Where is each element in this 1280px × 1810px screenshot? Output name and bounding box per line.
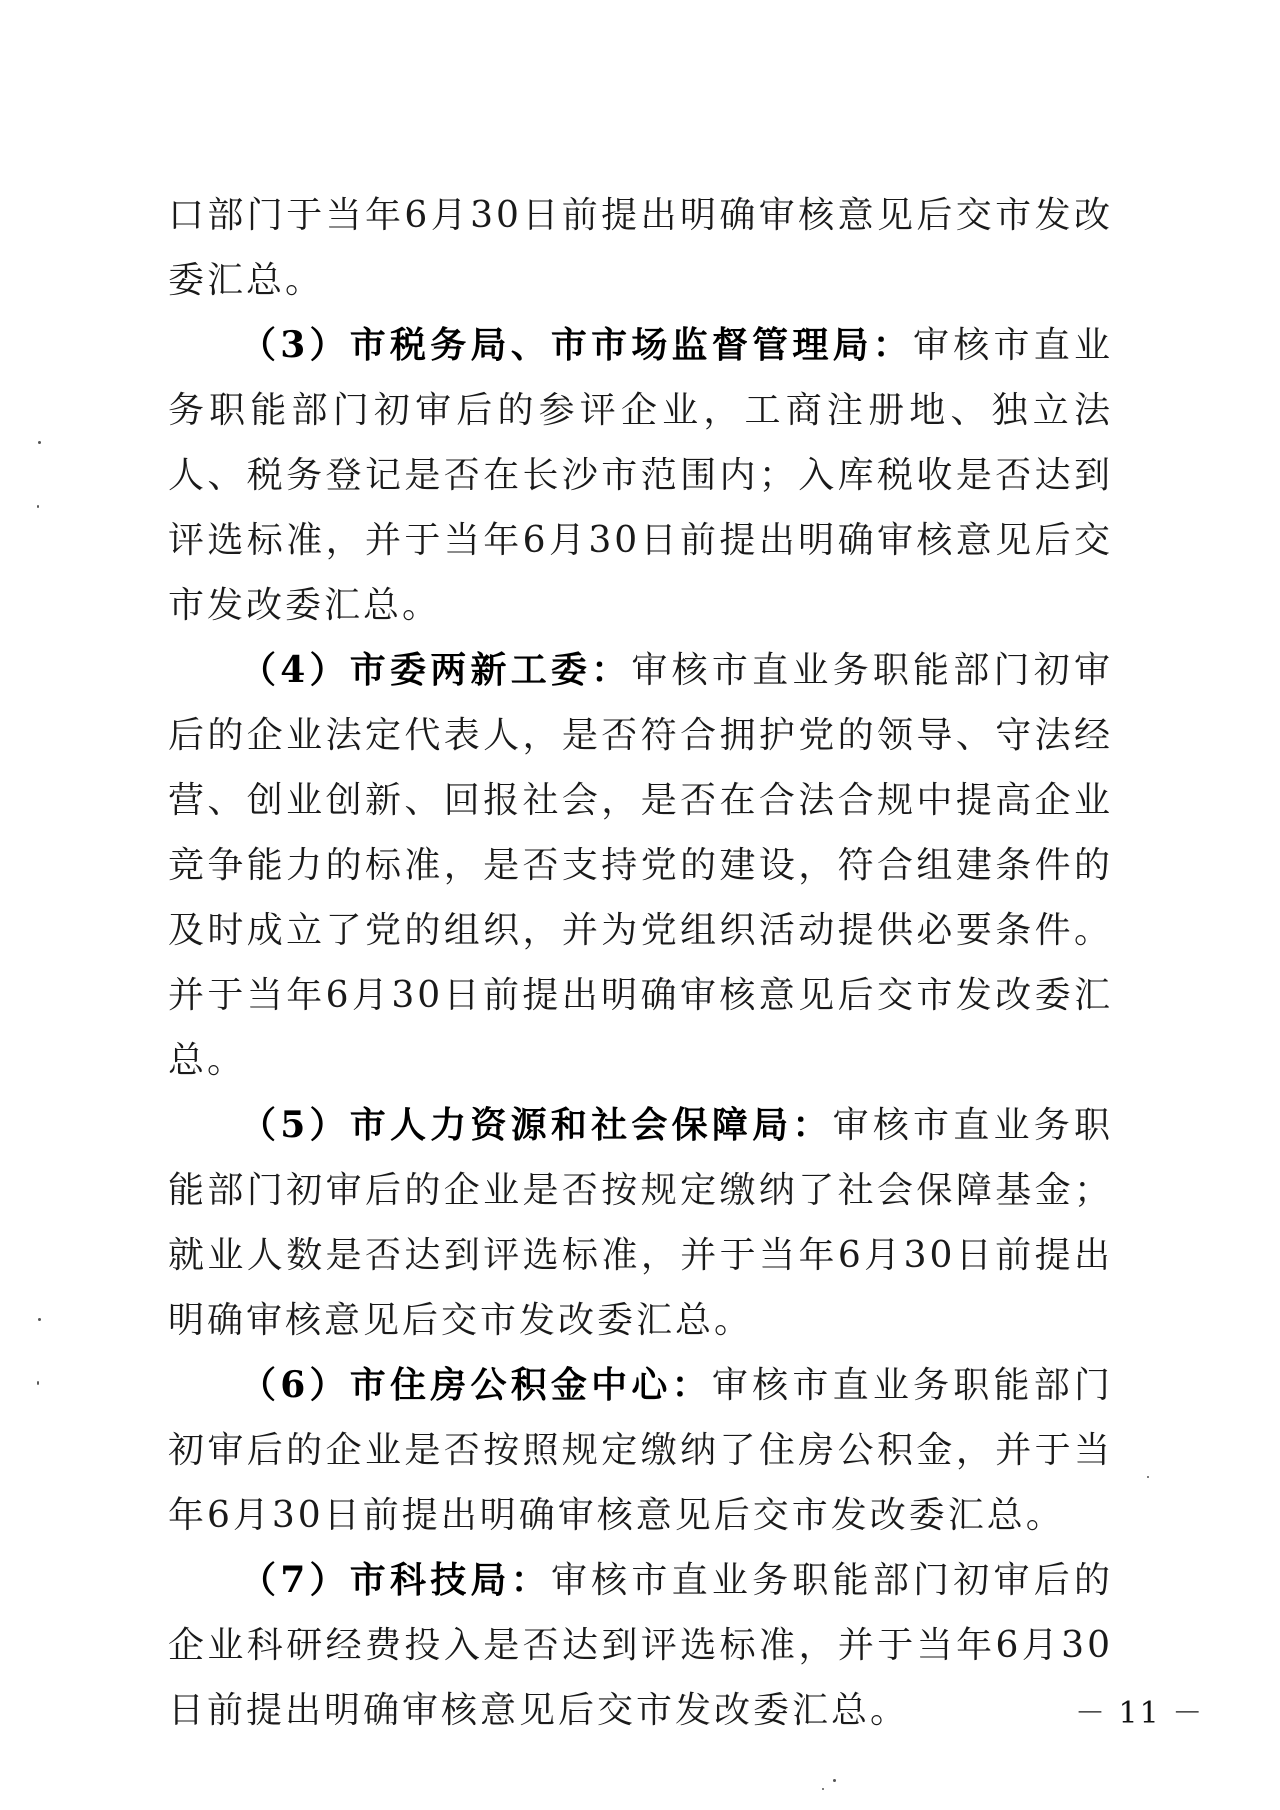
paragraph-body: 审核市直业务职能部门初审后的企业科研经费投入是否达到评选标准，并于当年6月30日前提出明确审核意见后交市发改委汇总。	[168, 1560, 1113, 1731]
scan-speck	[1147, 1476, 1149, 1478]
paragraph-science-bureau	[168, 1548, 1113, 1743]
paragraph-housing-fund	[168, 1353, 1113, 1548]
paragraph-heading: （5）市人力资源和社会保障局：	[240, 1104, 833, 1146]
paragraph-two-new-committee	[168, 638, 1113, 1093]
paragraph-body: 口部门于当年6月30日前提出明确审核意见后交市发改委汇总。	[168, 195, 1113, 301]
scan-speck	[38, 441, 41, 444]
paragraph-body: 审核市直业务职能部门初审后的企业是否按规定缴纳了社会保障基金；就业人数是否达到评选标准，并于当年6月30日前提出明确审核意见后交市发改委汇总。	[168, 1105, 1113, 1341]
paragraph-body: 审核市直业务职能部门初审后的企业是否按照规定缴纳了住房公积金，并于当年6月30日前提出明确审核意见后交市发改委汇总。	[168, 1365, 1113, 1536]
paragraph-tax-bureau	[168, 313, 1113, 638]
scan-speck	[37, 1381, 39, 1385]
paragraph-continuation	[168, 183, 1113, 313]
paragraph-heading: （4）市委两新工委：	[240, 649, 632, 691]
paragraph-heading: （7）市科技局：	[240, 1559, 551, 1601]
paragraph-heading: （3）市税务局、市市场监督管理局：	[240, 324, 914, 366]
document-body	[168, 183, 1113, 1743]
scan-speck	[37, 505, 39, 508]
scan-speck	[833, 1779, 836, 1782]
paragraph-human-resources	[168, 1093, 1113, 1353]
paragraph-body: 审核市直业务职能部门初审后的企业法定代表人，是否符合拥护党的领导、守法经营、创业创新、回报社会，是否在合法合规中提高企业竞争能力的标准，是否支持党的建设，符合组建条件的及时成立了党的组织，并为党组织活动提供必要条件。并于当年6月30日前提出明确审核意见后交市发改委汇总。	[168, 650, 1113, 1081]
scan-speck	[38, 1318, 41, 1321]
paragraph-heading: （6）市住房公积金中心：	[240, 1364, 712, 1406]
page-number: － 11 －	[1075, 1696, 1205, 1731]
paragraph-body: 审核市直业务职能部门初审后的参评企业，工商注册地、独立法人、税务登记是否在长沙市范围内；入库税收是否达到评选标准，并于当年6月30日前提出明确审核意见后交市发改委汇总。	[168, 325, 1113, 626]
scan-speck	[822, 1788, 824, 1790]
